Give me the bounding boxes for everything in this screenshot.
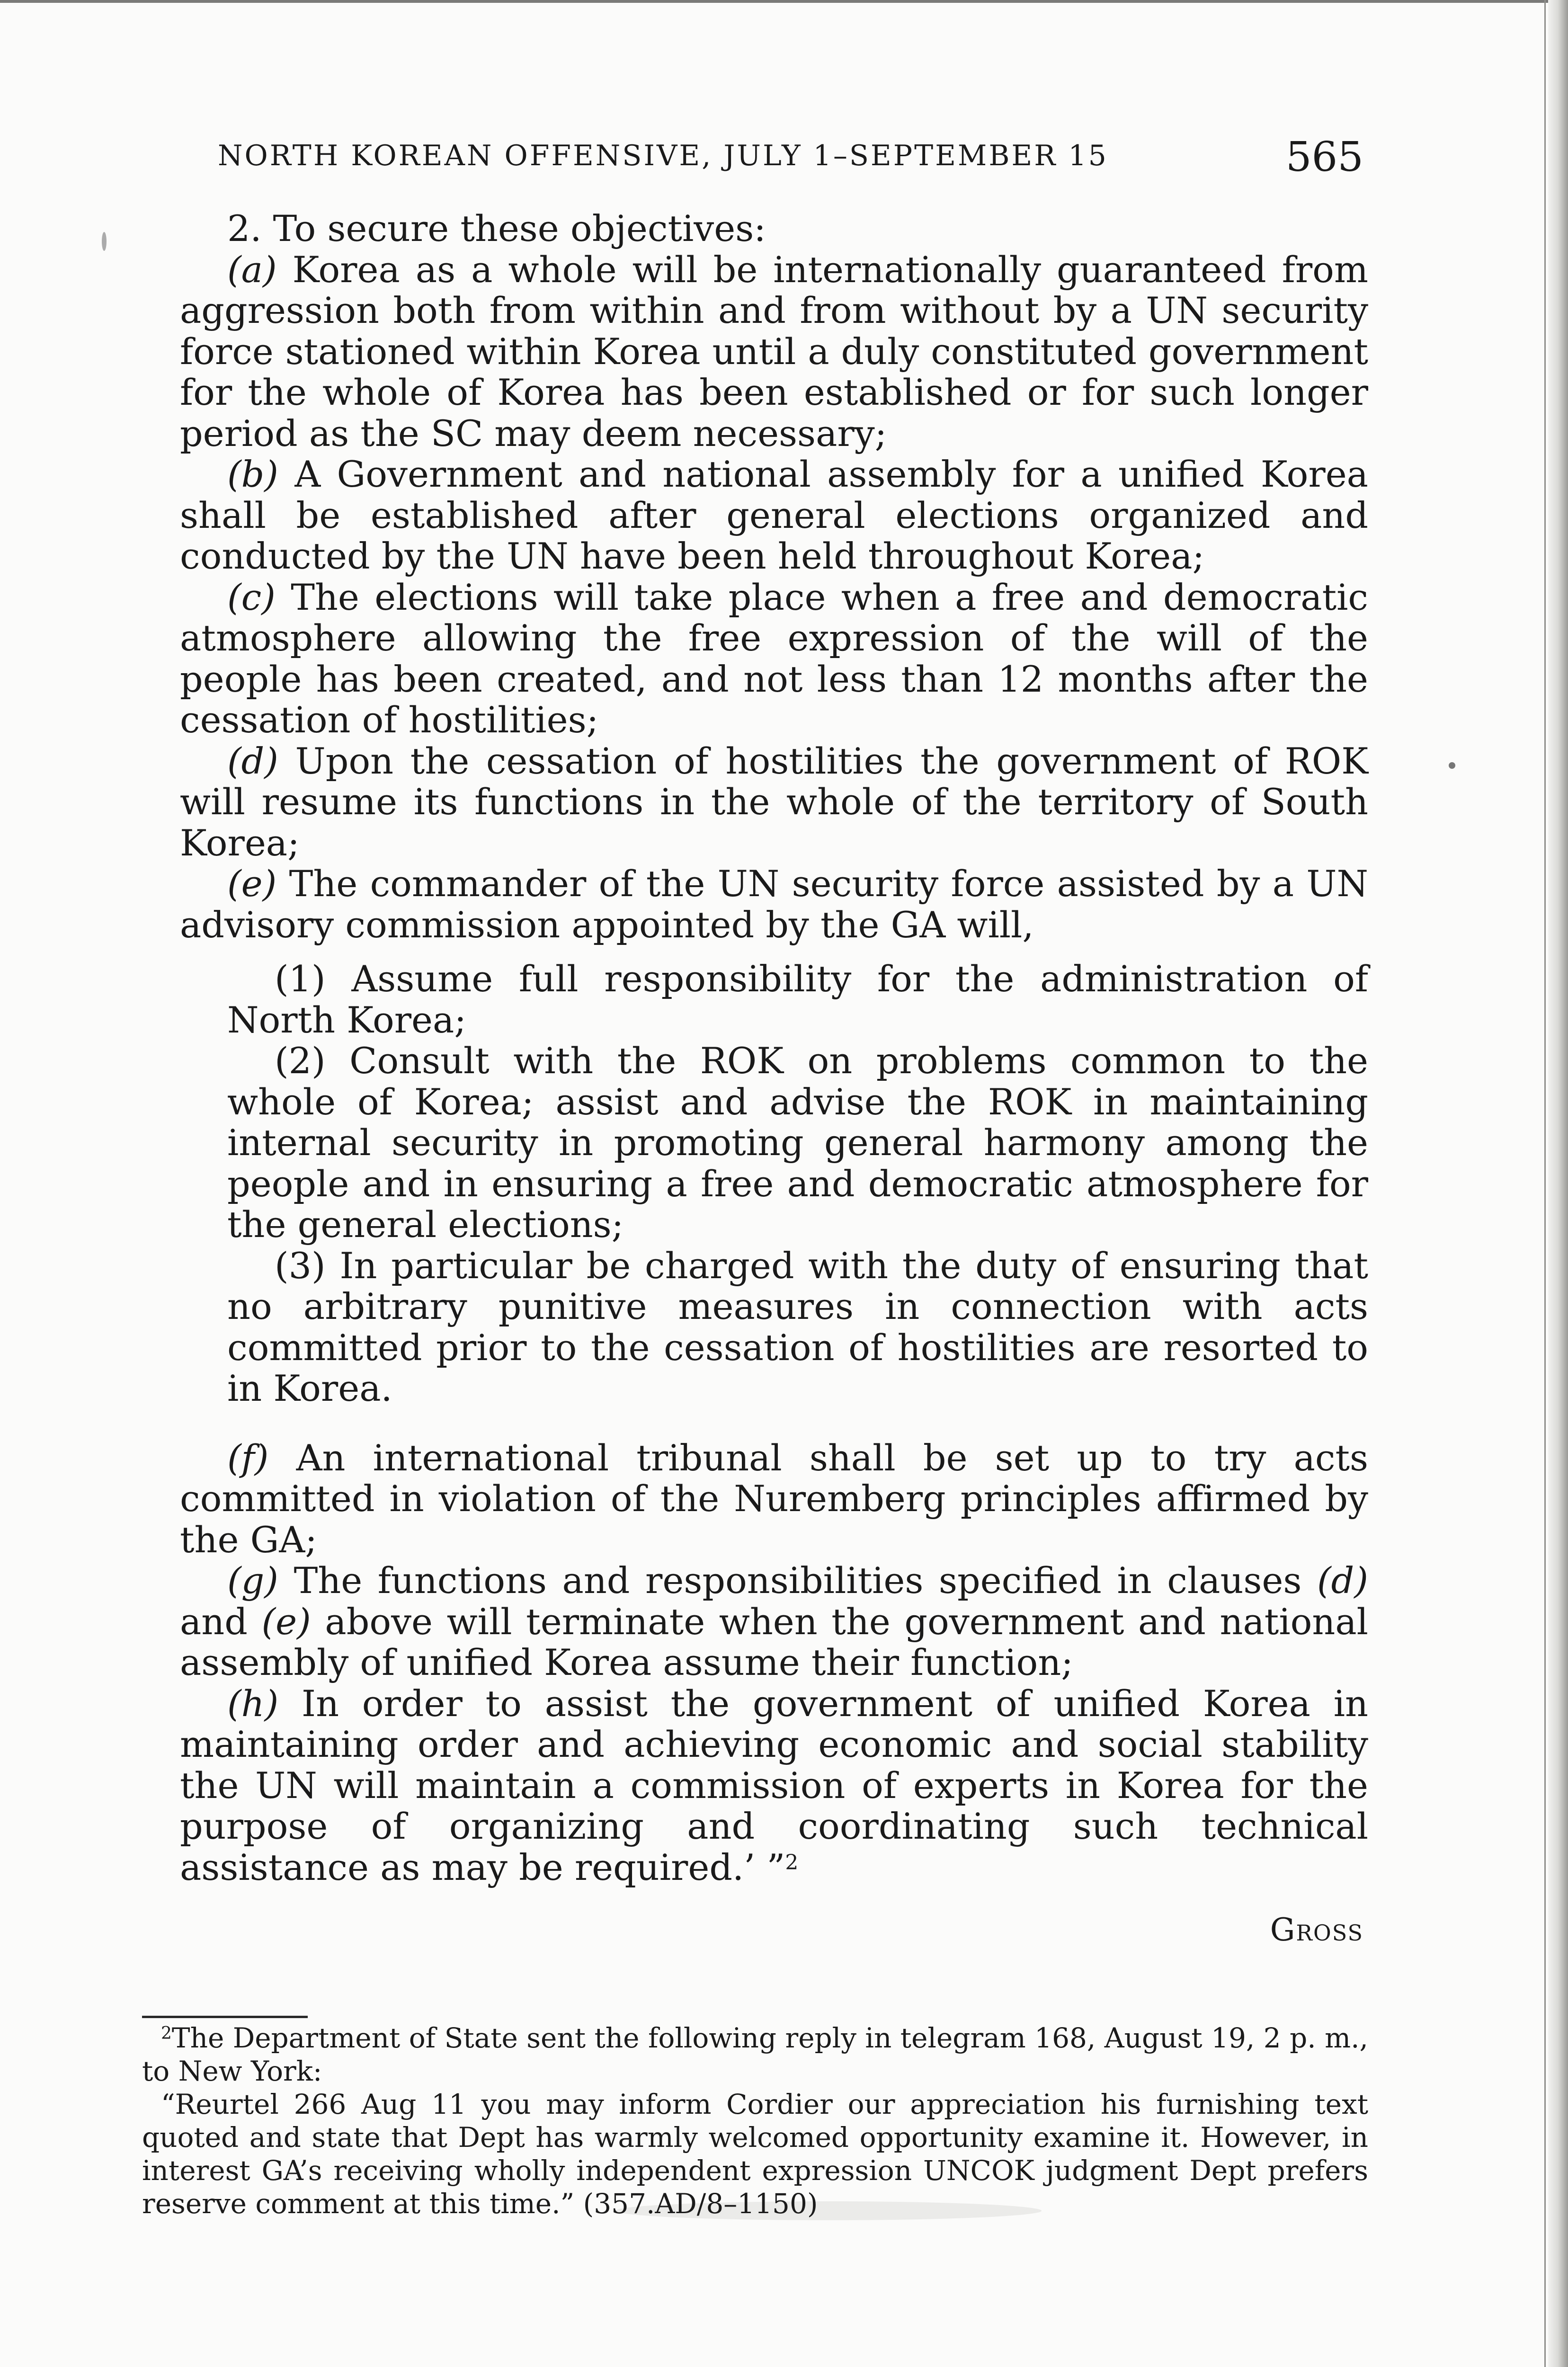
running-title: NORTH KOREAN OFFENSIVE, JULY 1–SEPTEMBER 15 bbox=[218, 139, 1108, 172]
clause-e-label: (e) bbox=[227, 863, 277, 905]
clause-h bbox=[180, 1683, 1368, 1888]
sub-clause-1 bbox=[227, 959, 1368, 1041]
sub-clause-2-text: (2) Consult with the ROK on problems common to the whole of Korea; assist and advise the ROK in maintaining internal security in promoting general harmony among the people and in ensuring a free and democratic atmosphere for the general elections; bbox=[227, 1040, 1368, 1246]
clause-e-text: The commander of the UN security force assisted by a UN advisory commission appointed by the GA will, bbox=[180, 863, 1368, 946]
clause-d-label: (d) bbox=[227, 739, 278, 782]
clause-f-text: An international tribunal shall be set up to try acts committed in violation of the Nuremberg principles affirmed by the GA; bbox=[180, 1436, 1368, 1561]
footnote-2-text: “Reurtel 266 Aug 11 you may inform Cordier our appreciation his furnishing text quoted and state that Dept has warmly welcomed opportunity examine it. However, in interest GA’s receiving wholly independent expression UNCOK judgment Dept prefers reserve comment at this time.” (357.AD/8–1150) bbox=[142, 2088, 1368, 2220]
clause-h-label: (h) bbox=[227, 1682, 279, 1725]
clause-d-text: Upon the cessation of hostilities the government of ROK will resume its functions in the whole of the territory of South Korea; bbox=[180, 739, 1368, 864]
sub-clause-2 bbox=[227, 1041, 1368, 1246]
scan-top-border bbox=[0, 0, 1568, 3]
clause-e bbox=[180, 863, 1368, 945]
clause-g-ref-d: (d) bbox=[1317, 1559, 1368, 1602]
footnote-marker: 2 bbox=[161, 2024, 172, 2043]
clause-g bbox=[180, 1560, 1368, 1683]
clause-c-label: (c) bbox=[227, 576, 276, 618]
clause-g-ref-e: (e) bbox=[261, 1600, 311, 1643]
clause-a bbox=[180, 249, 1368, 454]
signature bbox=[1270, 1912, 1363, 1948]
clause-h-text: In order to assist the government of unified Korea in maintaining order and achieving economic and social stability the UN will maintain a commission of experts in Korea for the purpose of organizing and coordinating such technical assistance as may be required.’ ” bbox=[180, 1682, 1368, 1888]
clause-c-text: The elections will take place when a free and democratic atmosphere allowing the free expression of the will of the people has been created, and not less than 12 months after the cessation of hostilities; bbox=[180, 576, 1368, 741]
page-edge-shadow bbox=[1548, 0, 1568, 2367]
clause-d bbox=[180, 741, 1368, 864]
intro-paragraph bbox=[180, 208, 1368, 249]
clause-g-label: (g) bbox=[227, 1559, 278, 1602]
clause-g-text-2: above will terminate when the government and national assembly of unified Korea assume their function; bbox=[180, 1600, 1368, 1683]
clause-f bbox=[180, 1438, 1368, 1561]
body-text bbox=[180, 208, 1368, 1888]
clause-a-label: (a) bbox=[227, 248, 277, 291]
sub-clause-3 bbox=[227, 1246, 1368, 1409]
page-number: 565 bbox=[1285, 133, 1363, 181]
sub-clause-3-text: (3) In particular be charged with the duty of ensuring that no arbitrary punitive measures in connection with acts committed prior to the cessation of hostilities are resorted to in Korea. bbox=[227, 1244, 1368, 1409]
clause-g-and: and bbox=[180, 1600, 248, 1643]
clause-b-text: A Government and national assembly for a unified Korea shall be established after general elections organized and conducted by the UN have been held throughout Korea; bbox=[180, 453, 1368, 577]
intro-text: 2. To secure these objectives: bbox=[227, 207, 766, 249]
scan-smudge bbox=[1449, 762, 1455, 769]
footnote-1 bbox=[142, 2021, 1368, 2088]
clause-a-text: Korea as a whole will be internationally guaranteed from aggression both from within and from without by a UN security force stationed within Korea until a duly constituted government for the whole of Korea has been established or for such longer period as the SC may deem necessary; bbox=[180, 248, 1368, 454]
footnote-1-text: The Department of State sent the following reply in telegram 168, August 19, 2 p. m., to New York: bbox=[142, 2022, 1368, 2087]
footnote-2 bbox=[142, 2088, 1368, 2220]
running-head bbox=[218, 133, 1363, 181]
clause-b-label: (b) bbox=[227, 453, 278, 495]
clause-g-text-1: The functions and responsibilities specified in clauses bbox=[294, 1559, 1302, 1602]
signature-name: Gross bbox=[1270, 1912, 1363, 1948]
scan-smudge bbox=[102, 232, 107, 251]
footnotes bbox=[142, 1993, 1368, 2220]
footnote-reference: 2 bbox=[785, 1850, 799, 1875]
clause-f-label: (f) bbox=[227, 1436, 269, 1479]
clause-b bbox=[180, 454, 1368, 577]
page-edge-line bbox=[1544, 0, 1546, 2367]
sub-clause-1-text: (1) Assume full responsibility for the administration of North Korea; bbox=[227, 958, 1368, 1041]
clause-c bbox=[180, 577, 1368, 741]
